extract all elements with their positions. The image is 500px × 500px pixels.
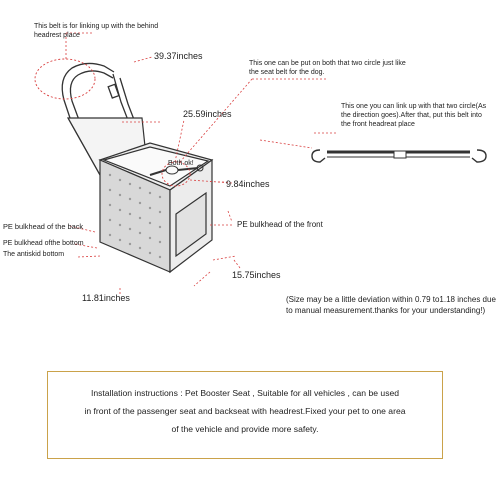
- installation-line-3: of the vehicle and provide more safety.: [171, 424, 319, 434]
- dimension-height: 9.84inches: [226, 179, 270, 189]
- seat-box: [100, 143, 212, 272]
- label-antiskid: The antiskid bottom: [3, 251, 65, 258]
- installation-line-1: Installation instructions : Pet Booster Seat , Suitable for all vehicles , can be used: [90, 388, 400, 398]
- label-pe-bottom: PE bulkhead ofthe bottom: [3, 240, 84, 247]
- installation-box: [47, 371, 443, 459]
- label-headrest-belt: This belt is for linking up with the behind headrest place: [34, 23, 159, 39]
- label-pe-front: PE bulkhead of the front: [237, 220, 323, 229]
- label-both-ok: Both ok!: [168, 160, 194, 167]
- size-deviation-note: (Size may be a little deviation within 0.79 to1.18 inches due to manual measurement.thanks for your understanding!): [286, 295, 496, 315]
- front-strap: [312, 150, 486, 162]
- installation-line-2: in front of the passenger seat and backseat with headrest.Fixed your pet to one area: [84, 406, 406, 416]
- label-seat-belt-circle: This one can be put on both that two circle just like the seat belt for the dog.: [249, 60, 406, 76]
- label-pe-back: PE bulkhead of the back: [3, 222, 84, 231]
- dimension-depth: 15.75inches: [232, 270, 281, 280]
- installation-text: [48, 384, 442, 438]
- dimension-width: 11.81inches: [82, 293, 130, 303]
- dimension-strap-length: 39.37inches: [154, 51, 203, 61]
- dimension-seat-width: 25.59inches: [183, 109, 232, 119]
- label-front-headrest-belt: This one you can link up with that two circle(As the direction goes).After that, put this belt into the front headreat place: [341, 103, 487, 128]
